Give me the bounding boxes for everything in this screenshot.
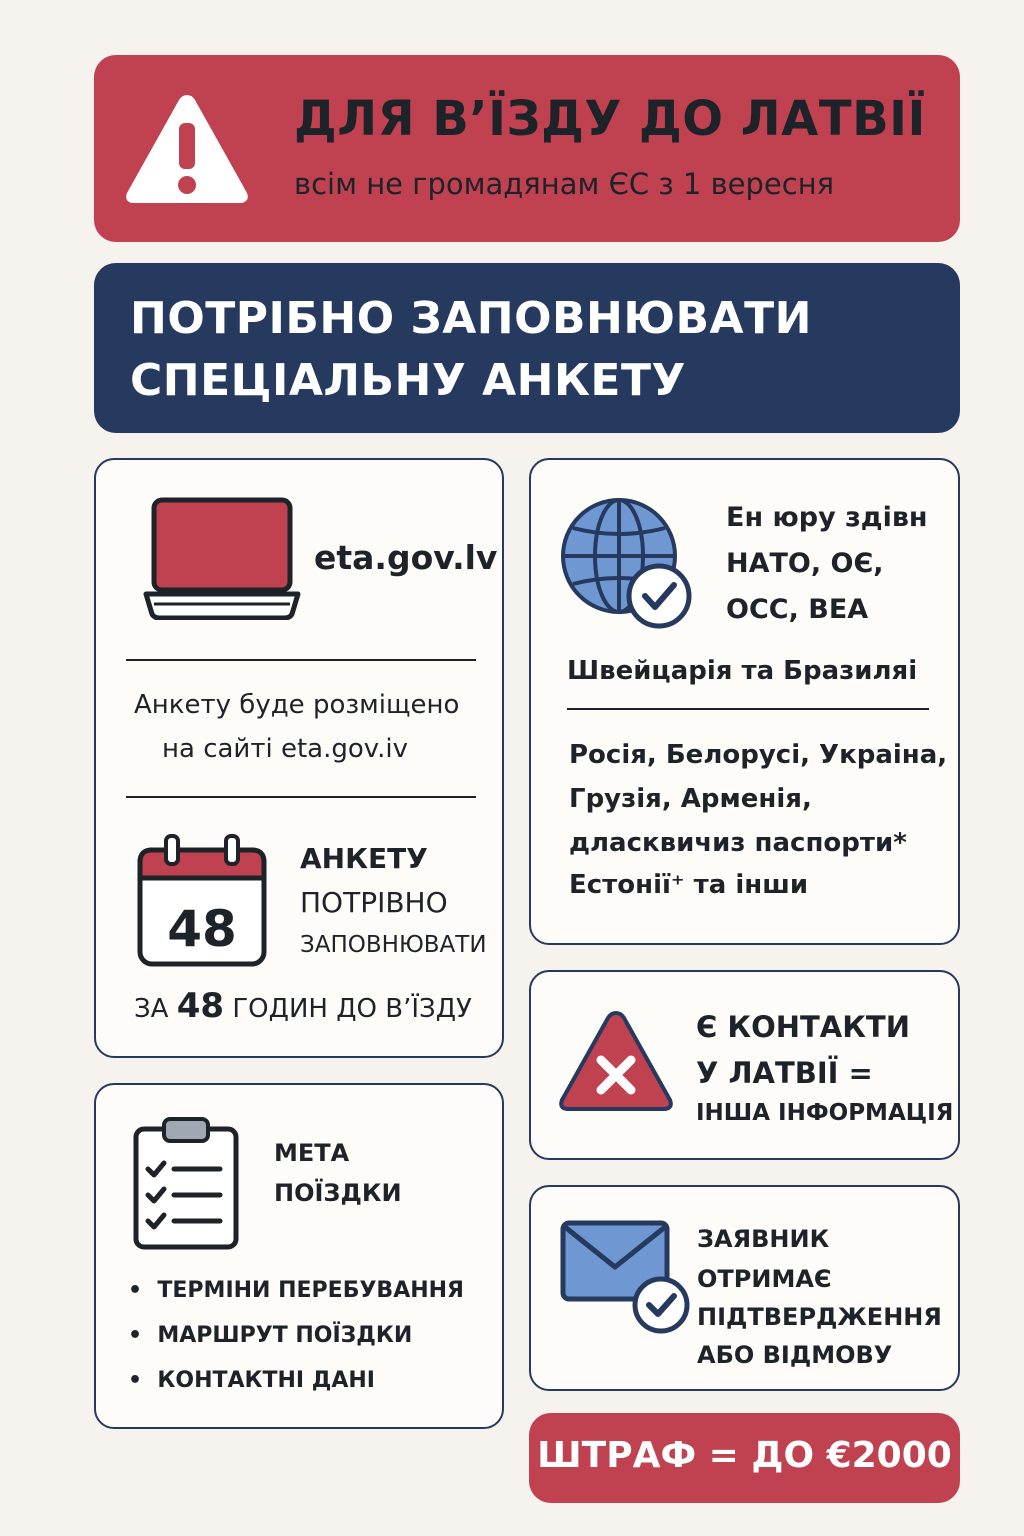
- contacts-line-3: ІНША ІНФОРМАЦІЯ: [696, 1100, 954, 1126]
- laptop-icon: [142, 496, 302, 620]
- countries-card: [529, 458, 960, 945]
- error-triangle-icon: [557, 1008, 675, 1114]
- countries-list-line-3: длаcквичиз паспорти*: [569, 828, 907, 858]
- clipboard-checklist-icon: [132, 1115, 240, 1251]
- purpose-item-label: КОНТАКТНІ ДАНІ: [157, 1368, 375, 1393]
- purpose-item-label: МАРШРУТ ПОЇЗДКИ: [157, 1323, 413, 1348]
- countries-list-line-1: Росія, Белорусі, Украіна,: [569, 740, 948, 770]
- countries-list-line-4: Естоніï⁺ та інши: [569, 870, 809, 900]
- deadline-suffix: ГОДИН ДО В’ЇЗДУ: [232, 994, 472, 1024]
- countries-group-line-2: НАТО, ОЄ,: [726, 548, 884, 579]
- header-subtitle: всім не громадянам ЄС з 1 вересня: [294, 167, 835, 201]
- result-line-3: ПІДТВЕРДЖЕННЯ: [697, 1303, 942, 1331]
- countries-list-line-2: Грузія, Арменія,: [569, 784, 812, 814]
- countries-group-line-4: Швейцарія та Бразиляі: [567, 656, 918, 686]
- purpose-title-line-2: ПОЇЗДКИ: [274, 1179, 402, 1207]
- calendar-number: 48: [167, 900, 237, 958]
- contacts-card: [529, 970, 960, 1160]
- deadline-number: 48: [176, 986, 225, 1026]
- site-note-line-2: на сайті eta.gov.iv: [162, 734, 408, 764]
- result-line-4: АБО ВІДМОВУ: [697, 1341, 893, 1369]
- contacts-line-2: У ЛАТВІЇ =: [696, 1056, 873, 1090]
- countries-group-line-1: Ен юру здівн: [726, 502, 928, 533]
- deadline-line-1: АНКЕТУ: [300, 842, 428, 875]
- countries-group-line-3: ОСС, ВЕА: [726, 594, 869, 625]
- contacts-line-1: Є КОНТАКТИ: [696, 1010, 910, 1044]
- header-banner: [94, 55, 960, 242]
- purpose-title-line-1: МЕТА: [274, 1139, 350, 1167]
- warning-icon: [122, 89, 252, 209]
- divider: [126, 796, 476, 798]
- headline-banner: [94, 263, 960, 433]
- purpose-item: • КОНТАКТНІ ДАНІ: [128, 1368, 375, 1393]
- purpose-item: • МАРШРУТ ПОЇЗДКИ: [128, 1323, 413, 1348]
- purpose-item-label: ТЕРМІНИ ПЕРЕБУВАННЯ: [157, 1278, 464, 1303]
- result-line-1: ЗАЯВНИК: [697, 1225, 830, 1253]
- header-title: ДЛЯ В’ЇЗДУ ДО ЛАТВІЇ: [294, 91, 926, 147]
- divider: [126, 659, 476, 661]
- divider: [567, 708, 929, 710]
- result-card: [529, 1185, 960, 1391]
- site-note-line-1: Анкету буде розміщено: [134, 690, 460, 720]
- headline-line-2: СПЕЦІАЛЬНУ АНКЕТУ: [130, 355, 686, 406]
- site-url: eta.gov.lv: [314, 538, 498, 577]
- fine-text: ШТРАФ = ДО €2000: [537, 1435, 952, 1476]
- purpose-item: • ТЕРМІНИ ПЕРЕБУВАННЯ: [128, 1278, 464, 1303]
- calendar-icon: [136, 832, 268, 970]
- fine-banner: [529, 1413, 960, 1503]
- deadline-line-4: [134, 986, 472, 1026]
- envelope-check-icon: [559, 1217, 691, 1335]
- website-card: [94, 458, 504, 1058]
- deadline-line-2: ПОТРІВНО: [300, 886, 448, 919]
- deadline-line-3: ЗАПОВНЮВАТИ: [300, 932, 487, 958]
- purpose-card: [94, 1083, 504, 1429]
- result-line-2: ОТРИМАЄ: [697, 1265, 832, 1293]
- headline-line-1: ПОТРІБНО ЗАПОВНЮВАТИ: [130, 293, 812, 344]
- deadline-prefix: ЗА: [134, 994, 169, 1024]
- globe-check-icon: [559, 496, 693, 630]
